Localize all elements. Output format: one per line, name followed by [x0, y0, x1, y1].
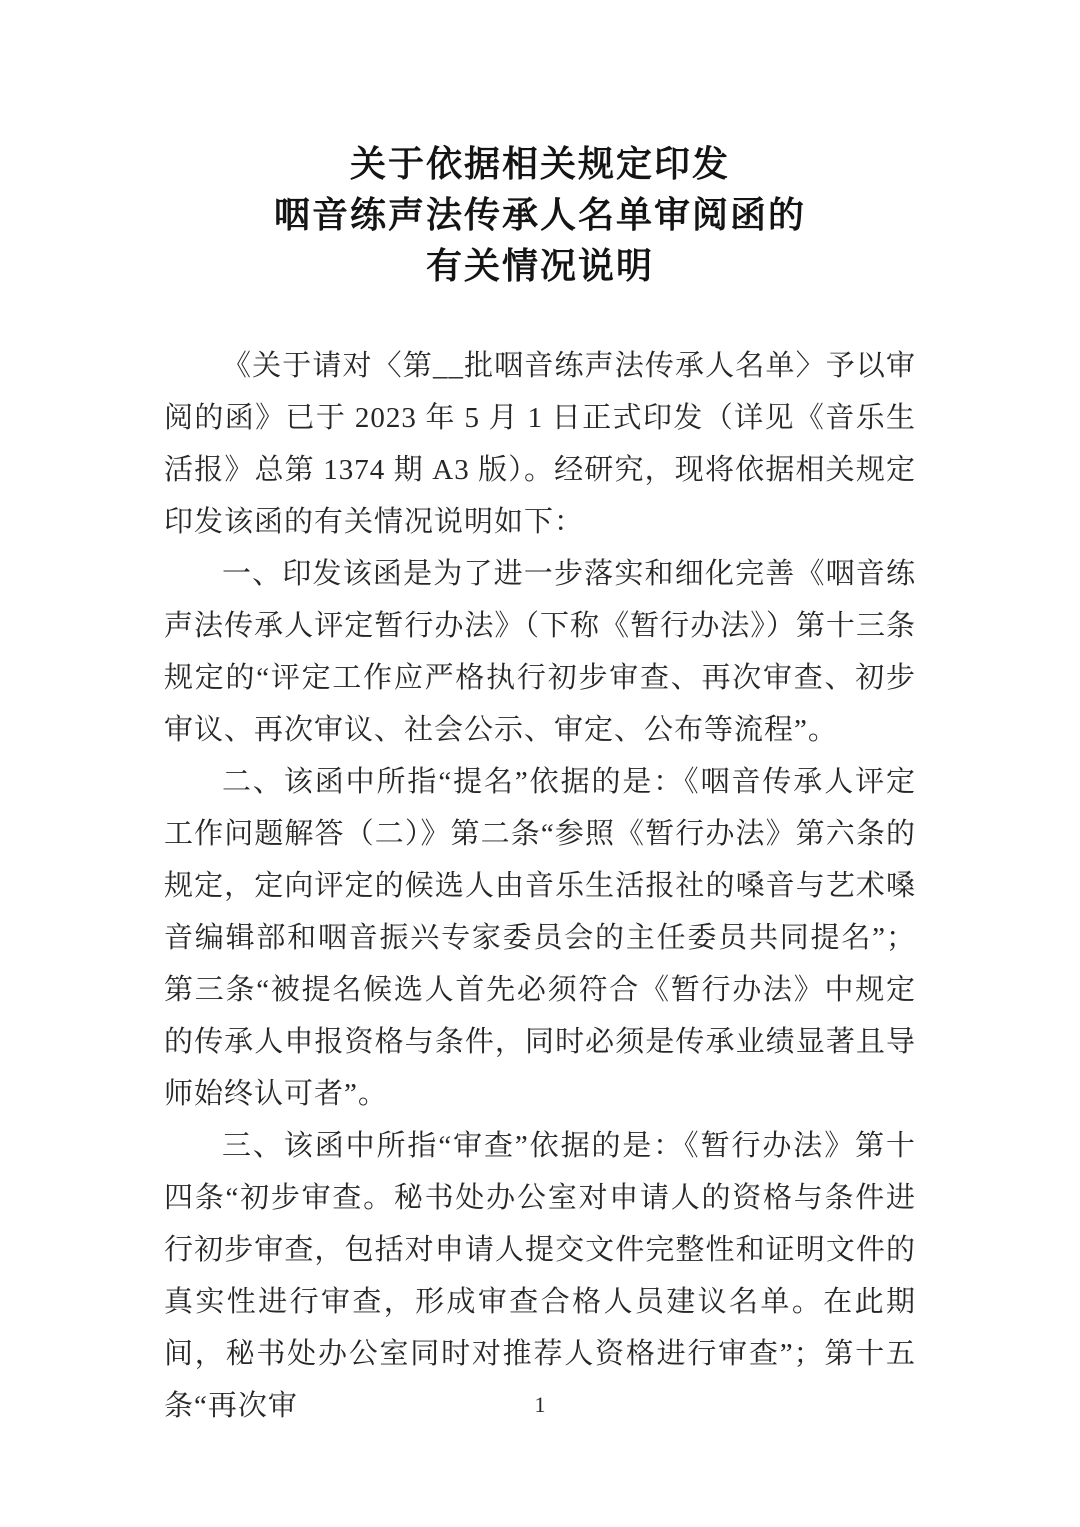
paragraph-item-two: 二、该函中所指“提名”依据的是：《咽音传承人评定工作问题解答（二）》第二条“参照《暂行办法》第六条的规定，定向评定的候选人由音乐生活报社的嗓音与艺术嗓音编辑部和咽音振兴专家委员会的主任委员共同提名”；第三条“被提名候选人首先必须符合《暂行办法》中规定的传承人申报资格与条件，同时必须是传承业绩显著且导师始终认可者”。: [164, 766, 916, 1110]
document-title: [0, 138, 1080, 291]
page-number: 1: [534, 1392, 546, 1417]
title-line-2: 咽音练声法传承人名单审阅函的: [273, 194, 806, 235]
title-line-3: 有关情况说明: [425, 245, 654, 286]
title-line-1: 关于依据相关规定印发: [349, 143, 730, 184]
document-body: [164, 340, 916, 1432]
paragraph-item-one: 一、印发该函是为了进一步落实和细化完善《咽音练声法传承人评定暂行办法》（下称《暂行办法》）第十三条规定的“评定工作应严格执行初步审查、再次审查、初步审议、再次审议、社会公示、审定、公布等流程”。: [164, 558, 916, 746]
paragraph-intro: 《关于请对〈第__批咽音练声法传承人名单〉予以审阅的函》已于 2023 年 5 月 1 日正式印发（详见《音乐生活报》总第 1374 期 A3 版）。经研究，现将依据相关规定印发该函的有关情况说明如下：: [164, 350, 916, 538]
page-footer: [0, 1392, 1080, 1418]
paragraph-item-three: 三、该函中所指“审查”依据的是：《暂行办法》第十四条“初步审查。秘书处办公室对申请人的资格与条件进行初步审查，包括对申请人提交文件完整性和证明文件的真实性进行审查，形成审查合格人员建议名单。在此期间，秘书处办公室同时对推荐人资格进行审查”；第十五条“再次审: [164, 1130, 916, 1422]
